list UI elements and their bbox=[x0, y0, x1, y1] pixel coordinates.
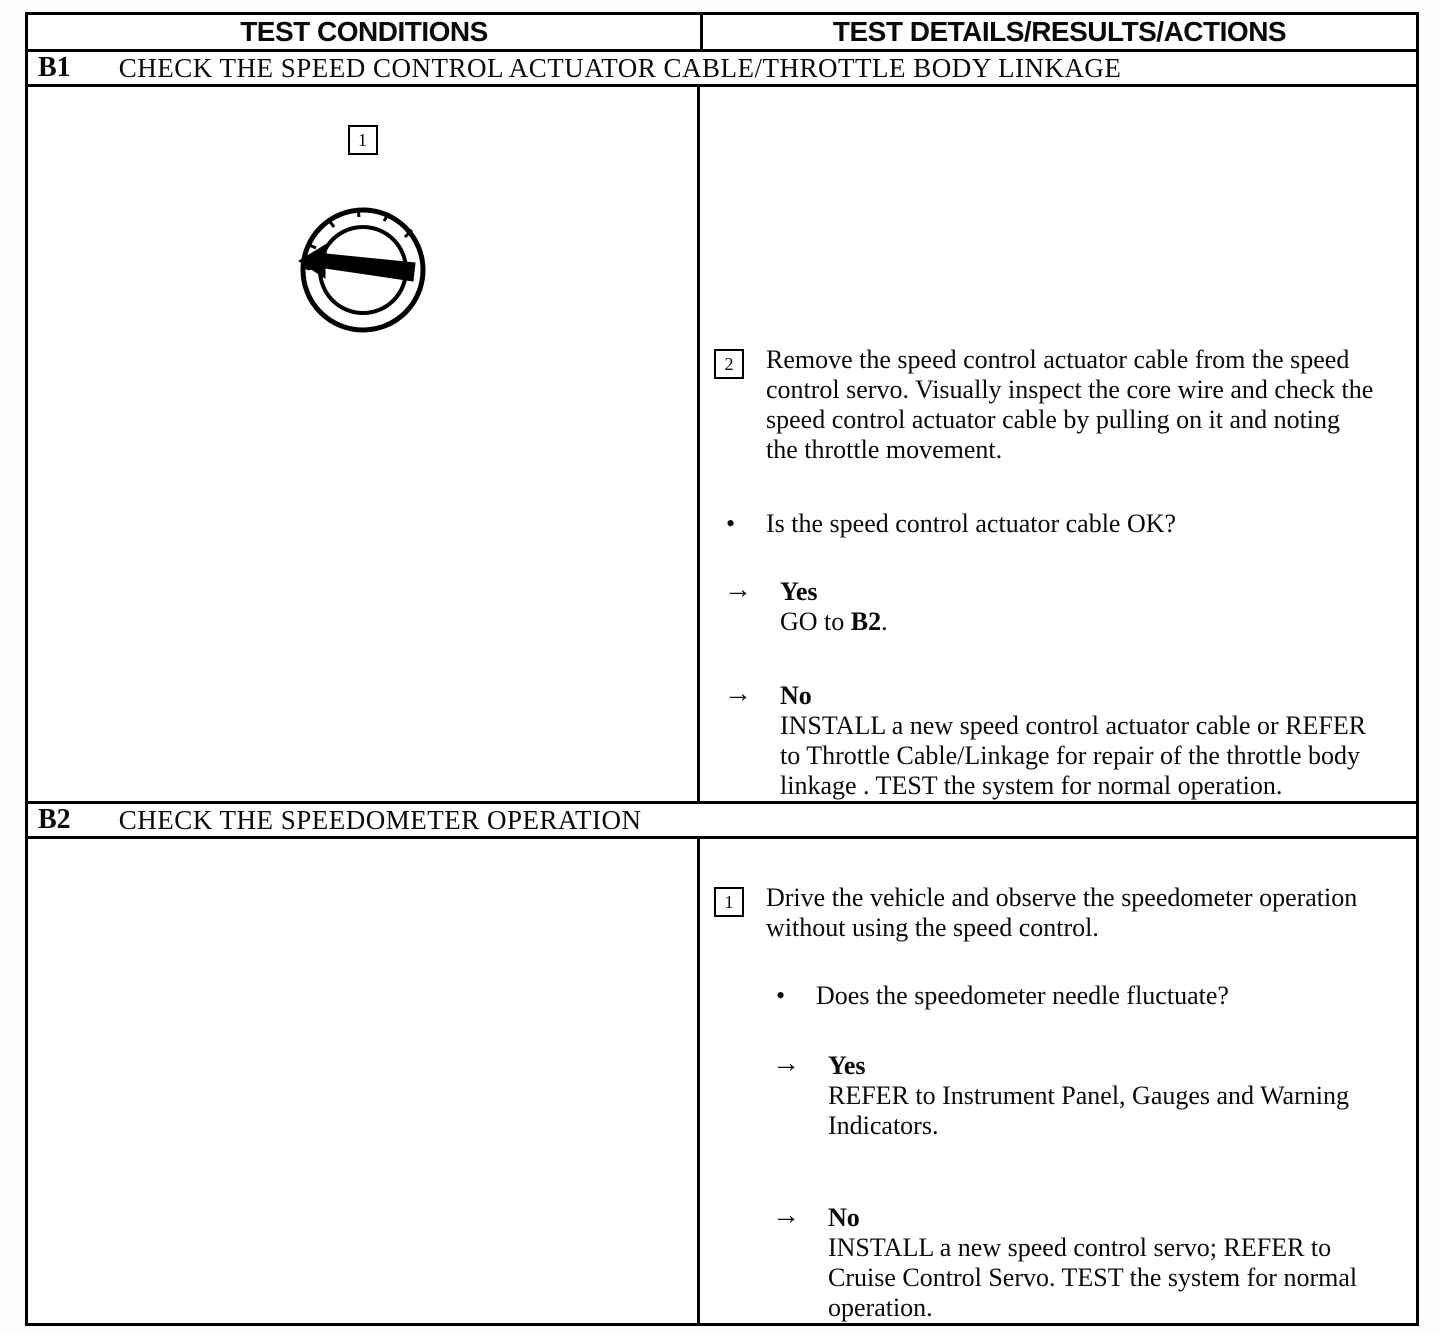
b1-yes-answer bbox=[724, 574, 1416, 637]
b1-yes-action-suffix: . bbox=[881, 607, 888, 636]
header-test-details: TEST DETAILS/RESULTS/ACTIONS bbox=[832, 16, 1287, 47]
section-b2-title: CHECK THE SPEEDOMETER OPERATION bbox=[118, 804, 642, 835]
section-b1-title-row bbox=[28, 52, 1416, 87]
b2-no-body bbox=[828, 1203, 1388, 1323]
b2-yes-answer bbox=[772, 1048, 1416, 1141]
b1-question-text: Is the speed control actuator cable OK? bbox=[766, 509, 1177, 538]
b2-step-1-text: Drive the vehicle and observe the speedometer operation without using the speed control. bbox=[766, 883, 1358, 942]
diagnostic-test-table bbox=[25, 12, 1419, 1326]
b1-test-details-cell bbox=[700, 87, 1416, 801]
table-header-row bbox=[28, 15, 1416, 52]
b1-step-2-number: 2 bbox=[714, 349, 744, 379]
b1-question-line bbox=[726, 509, 1416, 539]
b1-step-2-text: Remove the speed control actuator cable from the speed control servo. Visually inspect the core wire and check the speed control actuator cable by pulling on it and noting the throttle movement. bbox=[766, 345, 1374, 464]
section-b1-id: B1 bbox=[38, 52, 71, 83]
b1-yes-label: Yes bbox=[780, 577, 818, 606]
b1-no-label: No bbox=[780, 681, 812, 710]
b1-yes-action-target: B2 bbox=[850, 607, 882, 636]
section-b2-id: B2 bbox=[38, 804, 71, 835]
arrow-icon: → bbox=[724, 574, 752, 605]
b2-test-details-cell bbox=[700, 839, 1416, 1323]
b1-illustration-block bbox=[258, 87, 468, 365]
arrow-icon: → bbox=[772, 1048, 800, 1079]
b2-question-text: Does the speedometer needle fluctuate? bbox=[816, 981, 1229, 1010]
section-b2-title-row bbox=[28, 804, 1416, 839]
b2-yes-action: REFER to Instrument Panel, Gauges and Warning Indicators. bbox=[828, 1081, 1349, 1140]
b2-no-answer bbox=[772, 1200, 1416, 1323]
b1-no-body bbox=[780, 681, 1380, 801]
b1-yes-action-prefix: GO to bbox=[780, 607, 851, 636]
b2-step-1-number: 1 bbox=[714, 887, 744, 917]
header-test-conditions: TEST CONDITIONS bbox=[28, 15, 703, 49]
b2-yes-label: Yes bbox=[828, 1051, 866, 1080]
b1-no-action: INSTALL a new speed control actuator cable or REFER to Throttle Cable/Linkage for repair of the throttle body linkage . TEST the system for normal operation. bbox=[780, 711, 1367, 800]
b2-test-conditions-cell bbox=[28, 839, 700, 1323]
b2-step-1 bbox=[714, 883, 1416, 943]
b2-no-action: INSTALL a new speed control servo; REFER to Cruise Control Servo. TEST the system for normal operation. bbox=[828, 1233, 1358, 1322]
arrow-icon: → bbox=[772, 1200, 800, 1231]
b1-no-answer bbox=[724, 678, 1416, 801]
b1-left-step-number: 1 bbox=[348, 125, 378, 155]
arrow-icon: → bbox=[724, 678, 752, 709]
section-b2-body bbox=[28, 839, 1416, 1323]
b2-no-label: No bbox=[828, 1203, 860, 1232]
b1-test-conditions-cell bbox=[28, 87, 700, 801]
bullet-icon: • bbox=[776, 981, 786, 1010]
b1-step-2 bbox=[714, 345, 1416, 465]
b2-question-line bbox=[776, 981, 1416, 1011]
section-b1-title: CHECK THE SPEED CONTROL ACTUATOR CABLE/THROTTLE BODY LINKAGE bbox=[118, 52, 1122, 83]
b2-yes-body bbox=[828, 1051, 1388, 1141]
ignition-switch-illustration bbox=[258, 165, 468, 365]
b1-yes-body bbox=[780, 577, 888, 637]
section-b1-body bbox=[28, 87, 1416, 804]
bullet-icon: • bbox=[726, 509, 736, 538]
